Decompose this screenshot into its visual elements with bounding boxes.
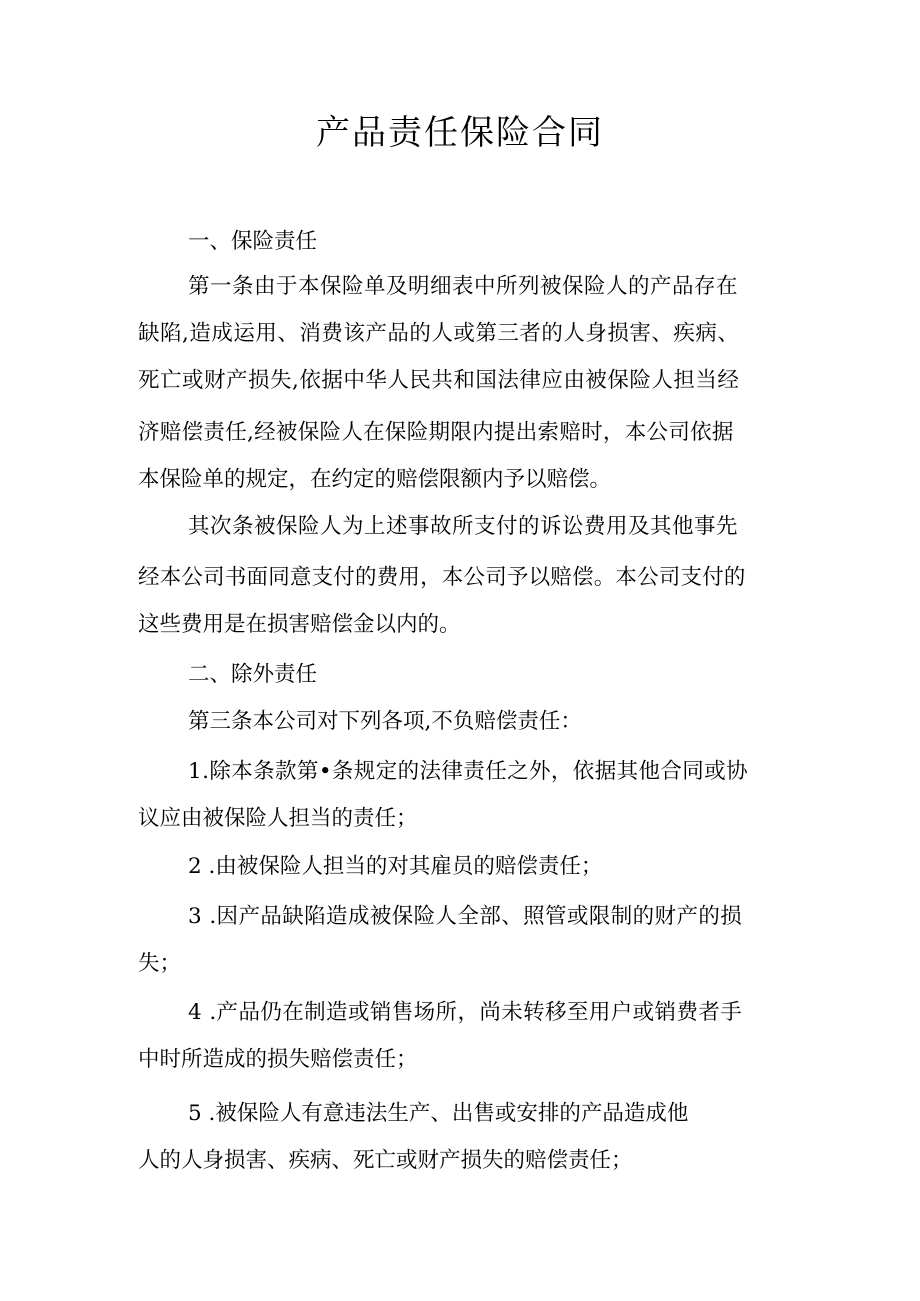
article-2-line-2: 经本公司书面同意支付的费用，本公司予以赔偿。本公司支付的: [138, 565, 746, 590]
article-2-line-3: 这些费用是在损害赔偿金以内的。: [138, 612, 461, 637]
item-5-line-1: 5 .被保险人有意违法生产、出售或安排的产品造成他: [188, 1101, 689, 1126]
item-2-line: 2 .由被保险人担当的对其雇员的赔偿责任；: [188, 854, 603, 879]
item-3-line-2: 失；: [138, 951, 182, 976]
document-title: 产品责任保险合同: [316, 113, 604, 153]
section-heading-1: 一、保险责任: [188, 229, 318, 254]
item-4-line-1: 4 .产品仍在制造或销售场所，尚未转移至用户或销费者手: [188, 1000, 743, 1025]
item-1-line-2: 议应由被保险人担当的责任；: [138, 806, 418, 831]
article-1-line-4: 济赔偿责任,经被保险人在保险期限内提出索赔时，本公司依据: [138, 420, 734, 445]
item-4-line-2: 中时所造成的损失赔偿责任；: [138, 1047, 418, 1072]
article-1-line-3: 死亡或财产损失,依据中华人民共和国法律应由被保险人担当经: [138, 368, 740, 393]
item-5-line-2: 人的人身损害、疾病、死亡或财产损失的赔偿责任；: [138, 1148, 633, 1173]
section-heading-2: 二、除外责任: [188, 662, 318, 687]
item-3-line-1: 3 .因产品缺陷造成被保险人全部、照管或限制的财产的损: [188, 904, 743, 929]
article-1-line-5: 本保险单的规定，在约定的赔偿限额内予以赔偿。: [138, 467, 612, 492]
article-1-line-2: 缺陷,造成运用、消费该产品的人或第三者的人身损害、疾病、: [138, 321, 740, 346]
article-2-line-1: 其次条被保险人为上述事故所支付的诉讼费用及其他事先: [188, 514, 739, 539]
item-1-line-1: 1.除本条款第•条规定的法律责任之外，依据其他合同或协: [188, 759, 748, 784]
article-1-line-1: 第一条由于本保险单及明细表中所列被保险人的产品存在: [188, 274, 739, 299]
article-3-line: 第三条本公司对下列各项,不负赔偿责任：: [188, 709, 582, 734]
